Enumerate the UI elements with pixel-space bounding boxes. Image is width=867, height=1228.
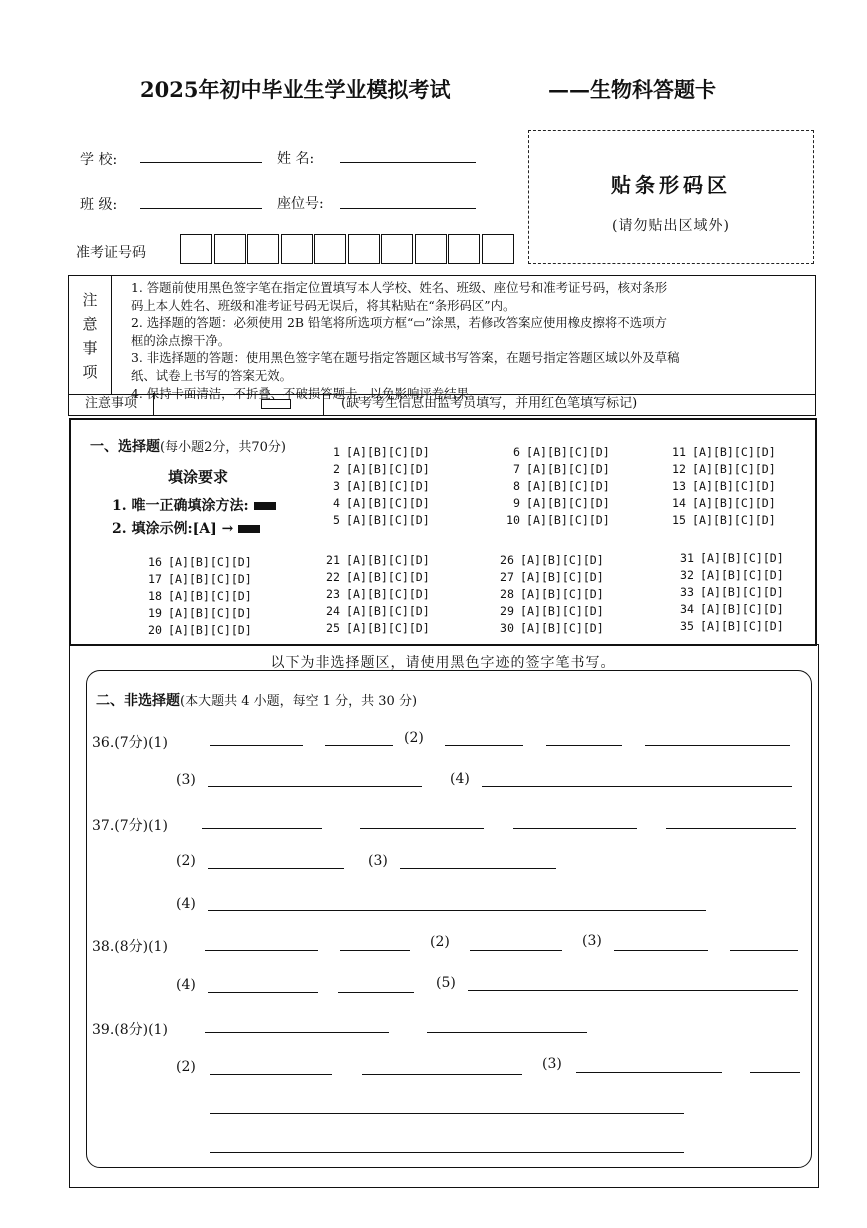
answer-blank[interactable] [208, 786, 422, 787]
answer-blank[interactable] [210, 1152, 684, 1153]
mcq-question-number: 33 [680, 585, 694, 599]
mcq-question-11 [664, 445, 776, 459]
mcq-question-7 [498, 462, 610, 476]
question-39-label: 39.(8分)(1) [92, 1022, 168, 1038]
mcq-option-boxes[interactable]: [A][B][C][D] [700, 602, 784, 616]
mcq-option-boxes[interactable]: [A][B][C][D] [168, 606, 252, 620]
mcq-option-boxes[interactable]: [A][B][C][D] [346, 496, 430, 510]
mcq-question-31 [672, 551, 784, 565]
mcq-option-boxes[interactable]: [A][B][C][D] [692, 479, 776, 493]
fill-rule-1: 1. 唯一正确填涂方法: [112, 495, 276, 515]
mcq-question-6 [498, 445, 610, 459]
part-label: (4) [176, 977, 196, 993]
mcq-question-24 [318, 604, 430, 618]
seat-field[interactable] [340, 208, 476, 209]
mcq-question-number: 3 [333, 479, 340, 493]
notice-item: 2. 选择题的答题：必须使用 2B 铅笔将所选项方框“▭”涂黑，若修改答案应使用橡皮擦将不选项方 [131, 315, 667, 331]
absence-flag-row [68, 393, 816, 416]
answer-blank[interactable] [470, 950, 562, 951]
mcq-question-10 [498, 513, 610, 527]
exam-id-digit-box[interactable] [214, 234, 246, 264]
exam-id-boxes [180, 234, 515, 264]
mcq-question-number: 34 [680, 602, 694, 616]
mcq-option-boxes[interactable]: [A][B][C][D] [526, 496, 610, 510]
part-label: (2) [176, 853, 196, 869]
exam-id-digit-box[interactable] [482, 234, 514, 264]
answer-blank[interactable] [210, 1074, 332, 1075]
mcq-question-25 [318, 621, 430, 635]
answer-blank[interactable] [205, 950, 318, 951]
mcq-question-23 [318, 587, 430, 601]
mcq-question-number: 31 [680, 551, 694, 565]
question-37-label: 37.(7分)(1) [92, 818, 168, 834]
mcq-question-16 [140, 555, 252, 569]
mcq-heading: 一、选择题(每小题2分，共70分) [90, 439, 286, 455]
exam-id-digit-box[interactable] [381, 234, 413, 264]
mcq-question-number: 6 [513, 445, 520, 459]
mcq-question-8 [498, 479, 610, 493]
non-selection-banner: 以下为非选择题区，请使用黑色字迹的签字笔书写。 [270, 655, 616, 671]
exam-title: 2025年初中毕业生学业模拟考试 [140, 77, 451, 102]
mcq-option-boxes[interactable]: [A][B][C][D] [692, 462, 776, 476]
part-label: (2) [404, 730, 424, 746]
mcq-question-number: 2 [333, 462, 340, 476]
exam-id-digit-box[interactable] [348, 234, 380, 264]
mcq-question-14 [664, 496, 776, 510]
notice-item: 4. 保持卡面清洁，不折叠、不破损答题卡，以免影响评卷结果。 [131, 385, 482, 401]
fill-requirements-title: 填涂要求 [168, 468, 229, 486]
answer-blank[interactable] [208, 868, 344, 869]
part-label: (3) [368, 853, 388, 869]
mcq-option-boxes[interactable]: [A][B][C][D] [700, 585, 784, 599]
mcq-question-21 [318, 553, 430, 567]
mcq-option-boxes[interactable]: [A][B][C][D] [346, 587, 430, 601]
mcq-question-number: 26 [500, 553, 514, 567]
mcq-option-boxes[interactable]: [A][B][C][D] [168, 589, 252, 603]
mcq-question-35 [672, 619, 784, 633]
absence-flag-box[interactable] [261, 399, 291, 409]
mcq-question-number: 23 [326, 587, 340, 601]
mcq-question-3 [318, 479, 430, 493]
answer-blank[interactable] [360, 828, 484, 829]
mcq-question-2 [318, 462, 430, 476]
mcq-question-number: 13 [672, 479, 686, 493]
exam-subject: ——生物科答题卡 [548, 77, 716, 102]
exam-id-digit-box[interactable] [448, 234, 480, 264]
mcq-question-17 [140, 572, 252, 586]
mcq-option-boxes[interactable]: [A][B][C][D] [700, 551, 784, 565]
answer-blank[interactable] [427, 1032, 587, 1033]
filled-mark-icon [238, 525, 260, 533]
mcq-question-19 [140, 606, 252, 620]
answer-blank[interactable] [730, 950, 798, 951]
answer-blank[interactable] [202, 828, 322, 829]
part-label: (3) [542, 1056, 562, 1072]
mcq-question-number: 17 [148, 572, 162, 586]
part-label: (2) [176, 1059, 196, 1075]
mcq-question-number: 4 [333, 496, 340, 510]
part-label: (2) [430, 934, 450, 950]
mcq-question-number: 22 [326, 570, 340, 584]
school-field[interactable] [140, 162, 262, 163]
filled-mark-icon [254, 502, 276, 510]
mcq-question-number: 9 [513, 496, 520, 510]
mcq-question-27 [492, 570, 604, 584]
mcq-option-boxes[interactable]: [A][B][C][D] [526, 462, 610, 476]
mcq-question-29 [492, 604, 604, 618]
mcq-question-5 [318, 513, 430, 527]
mcq-option-boxes[interactable]: [A][B][C][D] [346, 479, 430, 493]
mcq-option-boxes[interactable]: [A][B][C][D] [168, 555, 252, 569]
name-field[interactable] [340, 162, 476, 163]
mcq-question-12 [664, 462, 776, 476]
question-36-label: 36.(7分)(1) [92, 735, 168, 751]
mcq-question-18 [140, 589, 252, 603]
non-selection-heading: 二、非选择题(本大题共 4 小题，每空 1 分，共 30 分) [96, 693, 418, 709]
mcq-option-boxes[interactable]: [A][B][C][D] [520, 604, 604, 618]
barcode-note: (请勿贴出区域外) [612, 218, 730, 234]
mcq-option-boxes[interactable]: [A][B][C][D] [526, 479, 610, 493]
fill-rule-2: 2. 填涂示例:[A] → [112, 518, 260, 538]
answer-blank[interactable] [208, 992, 318, 993]
mcq-option-boxes[interactable]: [A][B][C][D] [692, 513, 776, 527]
school-label: 学 校: [80, 152, 118, 168]
class-label: 班 级: [80, 197, 118, 213]
answer-blank[interactable] [482, 786, 792, 787]
answer-blank[interactable] [546, 745, 622, 746]
mcq-question-4 [318, 496, 430, 510]
part-label: (3) [176, 772, 196, 788]
notice-item: 纸、试卷上书写的答案无效。 [131, 367, 293, 383]
notice-item: 码上本人姓名、班级和准考证号码无误后，将其粘贴在“条形码区”内。 [131, 297, 516, 313]
mcq-option-boxes[interactable]: [A][B][C][D] [520, 587, 604, 601]
name-label: 姓 名: [277, 151, 315, 167]
mcq-option-boxes[interactable]: [A][B][C][D] [520, 621, 604, 635]
mcq-question-number: 10 [506, 513, 520, 527]
barcode-title: 贴条形码区 [611, 173, 731, 197]
mcq-option-boxes[interactable]: [A][B][C][D] [346, 621, 430, 635]
mcq-question-number: 8 [513, 479, 520, 493]
question-38-label: 38.(8分)(1) [92, 939, 168, 955]
mcq-question-number: 11 [672, 445, 686, 459]
mcq-question-30 [492, 621, 604, 635]
mcq-question-1 [318, 445, 430, 459]
absence-flag-note: (缺考考生信息由监考员填写，并用红色笔填写标记) [341, 396, 638, 411]
mcq-question-number: 20 [148, 623, 162, 637]
class-field[interactable] [140, 208, 262, 209]
answer-blank[interactable] [576, 1072, 722, 1073]
mcq-option-boxes[interactable]: [A][B][C][D] [346, 604, 430, 618]
answer-blank[interactable] [468, 990, 798, 991]
mcq-question-9 [498, 496, 610, 510]
notice-box [68, 275, 816, 401]
exam-id-digit-box[interactable] [180, 234, 212, 264]
mcq-option-boxes[interactable]: [A][B][C][D] [168, 572, 252, 586]
exam-id-digit-box[interactable] [314, 234, 346, 264]
mcq-question-number: 12 [672, 462, 686, 476]
mcq-option-boxes[interactable]: [A][B][C][D] [692, 445, 776, 459]
mcq-question-number: 7 [513, 462, 520, 476]
exam-id-digit-box[interactable] [247, 234, 279, 264]
mcq-question-33 [672, 585, 784, 599]
mcq-question-32 [672, 568, 784, 582]
answer-blank[interactable] [666, 828, 796, 829]
answer-blank[interactable] [210, 745, 303, 746]
barcode-area [528, 130, 814, 264]
answer-blank[interactable] [340, 950, 410, 951]
mcq-question-26 [492, 553, 604, 567]
answer-blank[interactable] [338, 992, 414, 993]
mcq-question-number: 27 [500, 570, 514, 584]
exam-id-digit-box[interactable] [281, 234, 313, 264]
mcq-option-boxes[interactable]: [A][B][C][D] [700, 619, 784, 633]
part-label: (4) [176, 896, 196, 912]
mcq-question-number: 1 [333, 445, 340, 459]
notice-side-label: 注 意 事 项 [69, 276, 112, 394]
answer-blank[interactable] [325, 745, 393, 746]
mcq-question-number: 19 [148, 606, 162, 620]
mcq-question-15 [664, 513, 776, 527]
mcq-question-number: 28 [500, 587, 514, 601]
mcq-option-boxes[interactable]: [A][B][C][D] [346, 462, 430, 476]
mcq-question-number: 24 [326, 604, 340, 618]
mcq-option-boxes[interactable]: [A][B][C][D] [520, 570, 604, 584]
mcq-question-28 [492, 587, 604, 601]
mcq-question-number: 5 [333, 513, 340, 527]
part-label: (5) [436, 975, 456, 991]
notice-item: 1. 答题前使用黑色签字笔在指定位置填写本人学校、姓名、班级、座位号和准考证号码，核对条形 [131, 280, 668, 295]
mcq-question-number: 25 [326, 621, 340, 635]
mcq-question-34 [672, 602, 784, 616]
mcq-question-number: 18 [148, 589, 162, 603]
mcq-option-boxes[interactable]: [A][B][C][D] [346, 513, 430, 527]
answer-blank[interactable] [208, 910, 706, 911]
mcq-question-number: 15 [672, 513, 686, 527]
mcq-option-boxes[interactable]: [A][B][C][D] [692, 496, 776, 510]
answer-blank[interactable] [400, 868, 556, 869]
seat-label: 座位号: [277, 196, 324, 212]
mcq-option-boxes[interactable]: [A][B][C][D] [346, 445, 430, 459]
absence-flag-label: 注意事项 [69, 393, 154, 415]
mcq-option-boxes[interactable]: [A][B][C][D] [346, 570, 430, 584]
mcq-question-13 [664, 479, 776, 493]
mcq-question-number: 32 [680, 568, 694, 582]
notice-item: 3. 非选择题的答题：使用黑色签字笔在题号指定答题区域书写答案，在题号指定答题区域以外及草稿 [131, 350, 680, 366]
mcq-option-boxes[interactable]: [A][B][C][D] [526, 445, 610, 459]
mcq-option-boxes[interactable]: [A][B][C][D] [168, 623, 252, 637]
part-label: (4) [450, 771, 470, 787]
mcq-question-number: 14 [672, 496, 686, 510]
mcq-question-number: 30 [500, 621, 514, 635]
answer-blank[interactable] [445, 745, 523, 746]
answer-blank[interactable] [362, 1074, 522, 1075]
mcq-question-20 [140, 623, 252, 637]
answer-blank[interactable] [750, 1072, 800, 1073]
notice-item: 框的涂点擦干净。 [131, 332, 231, 348]
exam-id-label: 准考证号码 [76, 245, 146, 261]
answer-blank[interactable] [513, 828, 637, 829]
exam-id-digit-box[interactable] [415, 234, 447, 264]
answer-blank[interactable] [205, 1032, 389, 1033]
mcq-option-boxes[interactable]: [A][B][C][D] [700, 568, 784, 582]
notice-items [131, 279, 807, 402]
answer-blank[interactable] [614, 950, 708, 951]
mcq-question-number: 29 [500, 604, 514, 618]
answer-blank[interactable] [210, 1113, 684, 1114]
mcq-question-22 [318, 570, 430, 584]
mcq-option-boxes[interactable]: [A][B][C][D] [520, 553, 604, 567]
part-label: (3) [582, 933, 602, 949]
mcq-question-number: 21 [326, 553, 340, 567]
mcq-option-boxes[interactable]: [A][B][C][D] [346, 553, 430, 567]
answer-blank[interactable] [645, 745, 790, 746]
mcq-option-boxes[interactable]: [A][B][C][D] [526, 513, 610, 527]
mcq-question-number: 16 [148, 555, 162, 569]
mcq-question-number: 35 [680, 619, 694, 633]
